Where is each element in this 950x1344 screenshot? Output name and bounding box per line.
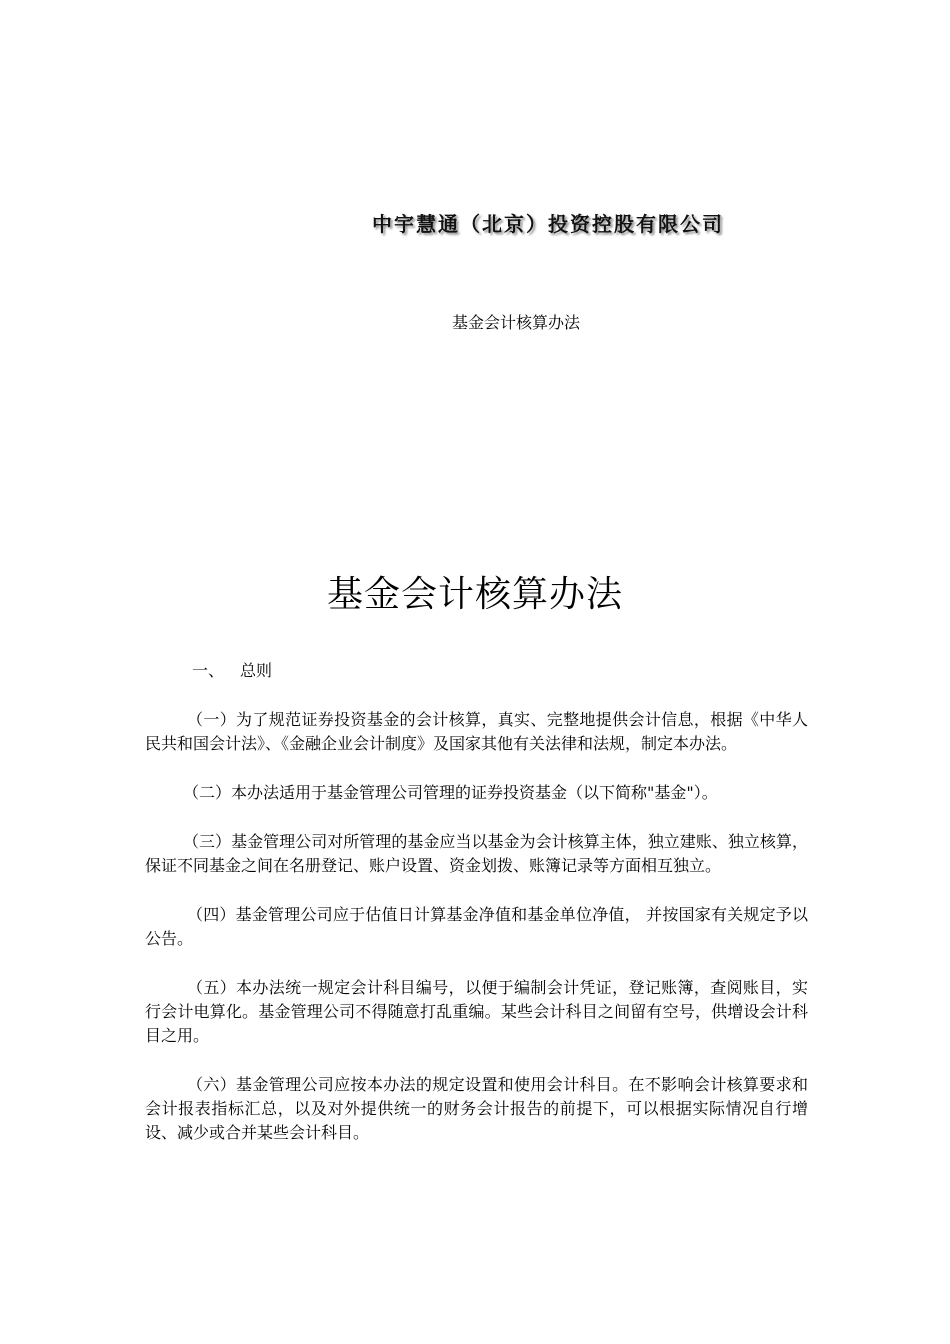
section-heading <box>192 658 272 681</box>
paragraph-5: （五）本办法统一规定会计科目编号，以便于编制会计凭证，登记账簿，查阅账目，实行会计电算化。基金管理公司不得随意打乱重编。某些会计科目之间留有空号，供增设会计科目之用。 <box>145 978 808 1045</box>
page-title: 基金会计核算办法 <box>326 574 623 615</box>
paragraph-1: （一）为了规范证券投资基金的会计核算，真实、完整地提供会计信息，根据《中华人民共和国会计法》、《金融企业会计制度》及国家其他有关法律和法规，制定本办法。 <box>145 710 808 753</box>
document-body <box>145 708 808 1170</box>
header-subtitle: 基金会计核算办法 <box>452 313 581 332</box>
company-name: 中宇慧通（北京）投资控股有限公司 <box>372 212 724 236</box>
section-number: 一、 <box>192 661 225 680</box>
paragraph-2: （二）本办法适用于基金管理公司管理的证券投资基金（以下简称"基金"）。 <box>183 783 718 802</box>
paragraph-4: （四）基金管理公司应于估值日计算基金净值和基金单位净值， 并按国家有关规定予以公告。 <box>145 905 808 948</box>
paragraph-3: （三）基金管理公司对所管理的基金应当以基金为会计核算主体，独立建账、独立核算，保证不同基金之间在名册登记、账户设置、资金划拨、账簿记录等方面相互独立。 <box>145 832 808 875</box>
section-title: 总则 <box>240 661 273 680</box>
paragraph-6: （六）基金管理公司应按本办法的规定设置和使用会计科目。在不影响会计核算要求和会计报表指标汇总，以及对外提供统一的财务会计报告的前提下，可以根据实际情况自行增设、减少或合并某些会计科目。 <box>145 1075 808 1142</box>
